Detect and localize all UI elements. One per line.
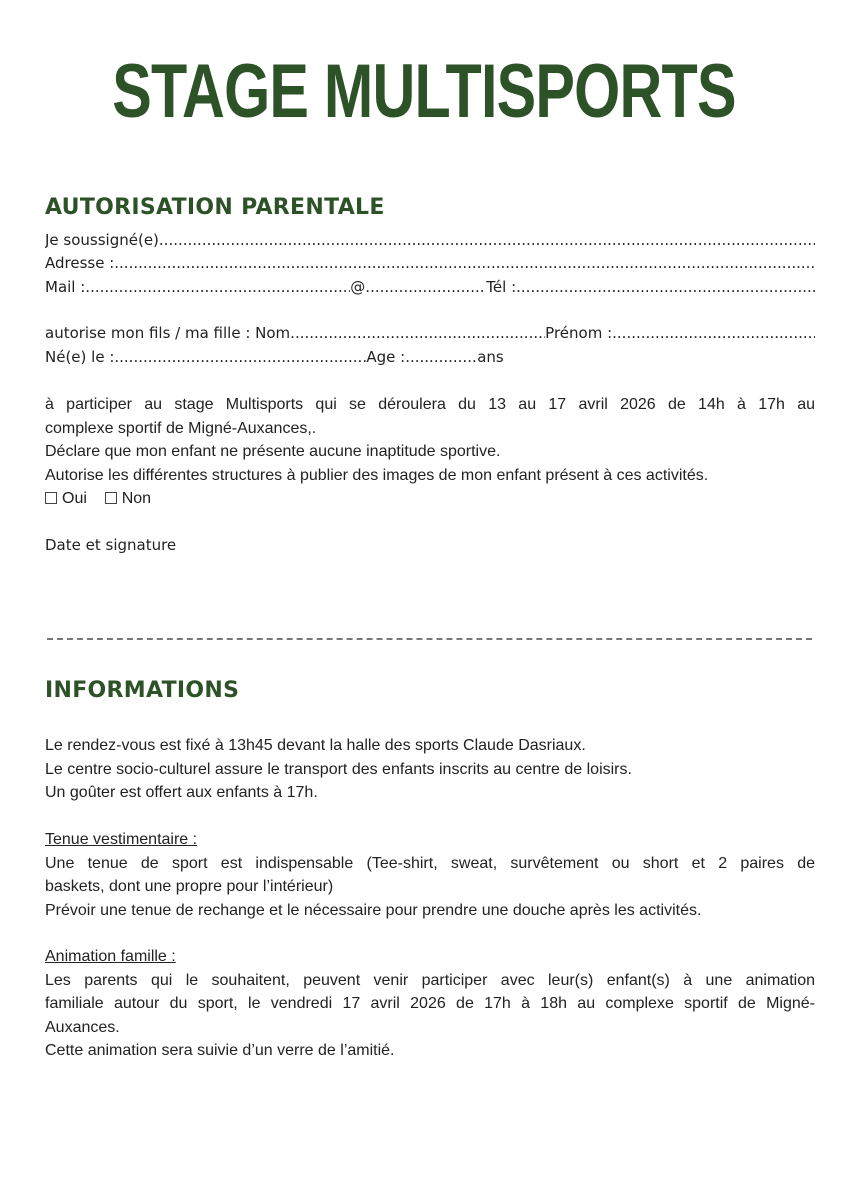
undersigned-field[interactable]	[45, 229, 815, 253]
image-consent-options	[45, 487, 815, 511]
dress-code-line: Une tenue de sport est indispensable (Tee-shirt, sweat, survêtement ou short et 2 paires de	[45, 854, 815, 872]
family-event-line: Cette animation sera suivie d’un verre de l’amitié.	[45, 1042, 395, 1059]
dress-code-line: baskets, dont une propre pour l’intérieur)	[45, 878, 334, 895]
address-blank[interactable]	[114, 252, 815, 276]
mail-phone-row	[45, 276, 815, 300]
child-name-row	[45, 322, 815, 346]
child-name-blank[interactable]	[290, 322, 545, 346]
family-event-line: familiale autour du sport, le vendredi 17 avril 2026 de 17h à 18h au complexe sportif de Migné-	[45, 995, 815, 1012]
family-event-section	[45, 945, 815, 1063]
address-field[interactable]	[45, 252, 815, 276]
dress-code-section	[45, 828, 815, 922]
declaration-text: Déclare que mon enfant ne présente aucune inaptitude sportive.	[45, 443, 501, 460]
birth-age-row	[45, 346, 535, 370]
dress-code-heading: Tenue vestimentaire :	[45, 831, 198, 848]
participation-paragraph	[45, 393, 815, 511]
family-event-heading: Animation famille :	[45, 948, 176, 965]
informations-heading: INFORMATIONS	[45, 678, 240, 703]
checkbox-yes[interactable]	[45, 492, 57, 504]
family-event-line: Auxances.	[45, 1018, 120, 1036]
birthdate-blank[interactable]	[114, 346, 366, 370]
option-no-label: Non	[121, 490, 152, 507]
phone-label: Tél :	[486, 278, 517, 296]
age-blank[interactable]	[405, 346, 477, 370]
birthdate-label: Né(e) le :	[45, 348, 115, 366]
authorization-heading: AUTORISATION PARENTALE	[45, 195, 385, 220]
undersigned-label: Je soussigné(e)	[45, 231, 159, 249]
age-unit: ans	[477, 348, 504, 366]
informations-paragraph	[45, 734, 815, 805]
age-label: Age :	[366, 348, 406, 366]
mail-at-sign: @	[350, 278, 366, 296]
phone-blank[interactable]	[516, 276, 815, 300]
dress-code-line: Prévoir une tenue de rechange et le nécessaire pour prendre une douche après les activités.	[45, 901, 702, 919]
info-line: Le rendez-vous est fixé à 13h45 devant la halle des sports Claude Dasriaux.	[45, 737, 586, 754]
mail-label: Mail :	[45, 278, 86, 296]
info-line: Un goûter est offert aux enfants à 17h.	[45, 784, 318, 801]
signature-label: Date et signature	[45, 536, 177, 554]
child-firstname-blank[interactable]	[612, 322, 815, 346]
cut-line-divider	[47, 638, 812, 640]
child-firstname-label: Prénom :	[545, 324, 613, 342]
mail-user-blank[interactable]	[85, 276, 350, 300]
checkbox-no[interactable]	[105, 492, 117, 504]
mail-domain-blank[interactable]	[365, 276, 486, 300]
image-consent-text: Autorise les différentes structures à publier des images de mon enfant présent à ces activités.	[45, 466, 709, 484]
address-label: Adresse :	[45, 254, 115, 272]
option-yes-label: Oui	[62, 490, 87, 507]
participation-line-1: à participer au stage Multisports qui se déroulera du 13 au 17 avril 2026 de 14h à 17h au	[45, 396, 815, 413]
participation-line-2: complexe sportif de Migné-Auxances,.	[45, 419, 317, 437]
info-line: Le centre socio-culturel assure le transport des enfants inscrits au centre de loisirs.	[45, 760, 632, 778]
page-title: STAGE MULTISPORTS	[112, 49, 736, 134]
undersigned-blank[interactable]	[159, 229, 815, 253]
child-name-label: autorise mon fils / ma fille : Nom	[45, 324, 291, 342]
family-event-line: Les parents qui le souhaitent, peuvent venir participer avec leur(s) enfant(s) à une animation	[45, 971, 815, 989]
